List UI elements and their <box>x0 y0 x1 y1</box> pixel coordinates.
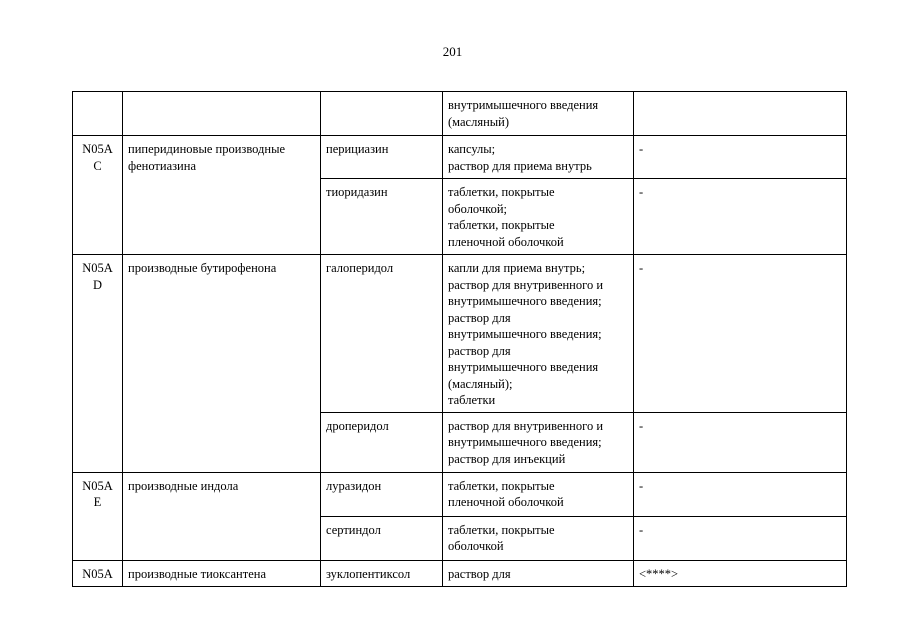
table-row <box>73 560 847 586</box>
atc-code-cell: N05A E <box>73 472 123 560</box>
group-cell: пиперидиновые производные фенотиазина <box>123 136 321 255</box>
group-cell <box>123 92 321 136</box>
substance-cell: тиоридазин <box>321 179 443 255</box>
note-cell: - <box>634 472 847 516</box>
table-row <box>73 92 847 136</box>
dosage-form-cell: внутримышечного введения (масляный) <box>443 92 634 136</box>
dosage-form-cell: капсулы; раствор для приема внутрь <box>443 136 634 179</box>
note-cell: - <box>634 136 847 179</box>
page-number: 201 <box>442 44 463 59</box>
substance-cell: сертиндол <box>321 516 443 560</box>
group-cell: производные индола <box>123 472 321 560</box>
atc-code-cell: N05A D <box>73 255 123 473</box>
atc-code-cell <box>73 92 123 136</box>
note-cell: - <box>634 179 847 255</box>
substance-cell: луразидон <box>321 472 443 516</box>
dosage-form-cell: таблетки, покрытые оболочкой; таблетки, покрытые пленочной оболочкой <box>443 179 634 255</box>
substance-cell: дроперидол <box>321 412 443 472</box>
dosage-form-cell: раствор для внутривенного и внутримышечного введения; раствор для инъекций <box>443 412 634 472</box>
note-cell: - <box>634 412 847 472</box>
group-cell: производные бутирофенона <box>123 255 321 473</box>
drug-table <box>72 91 847 587</box>
atc-code-cell: N05A C <box>73 136 123 255</box>
substance-cell <box>321 92 443 136</box>
note-cell <box>634 92 847 136</box>
table-row <box>73 136 847 179</box>
table-row <box>73 255 847 413</box>
note-cell: - <box>634 255 847 413</box>
group-cell: производные тиоксантена <box>123 560 321 586</box>
substance-cell: зуклопентиксол <box>321 560 443 586</box>
note-cell: - <box>634 516 847 560</box>
dosage-form-cell: раствор для <box>443 560 634 586</box>
dosage-form-cell: таблетки, покрытые оболочкой <box>443 516 634 560</box>
substance-cell: галоперидол <box>321 255 443 413</box>
atc-code-cell: N05A <box>73 560 123 586</box>
substance-cell: перициазин <box>321 136 443 179</box>
table-row <box>73 472 847 516</box>
dosage-form-cell: таблетки, покрытые пленочной оболочкой <box>443 472 634 516</box>
dosage-form-cell: капли для приема внутрь; раствор для внутривенного и внутримышечного введения; раствор для внутримышечного введения; раствор для внутримышечного введения (масляный); таблетки <box>443 255 634 413</box>
note-cell: <****> <box>634 560 847 586</box>
